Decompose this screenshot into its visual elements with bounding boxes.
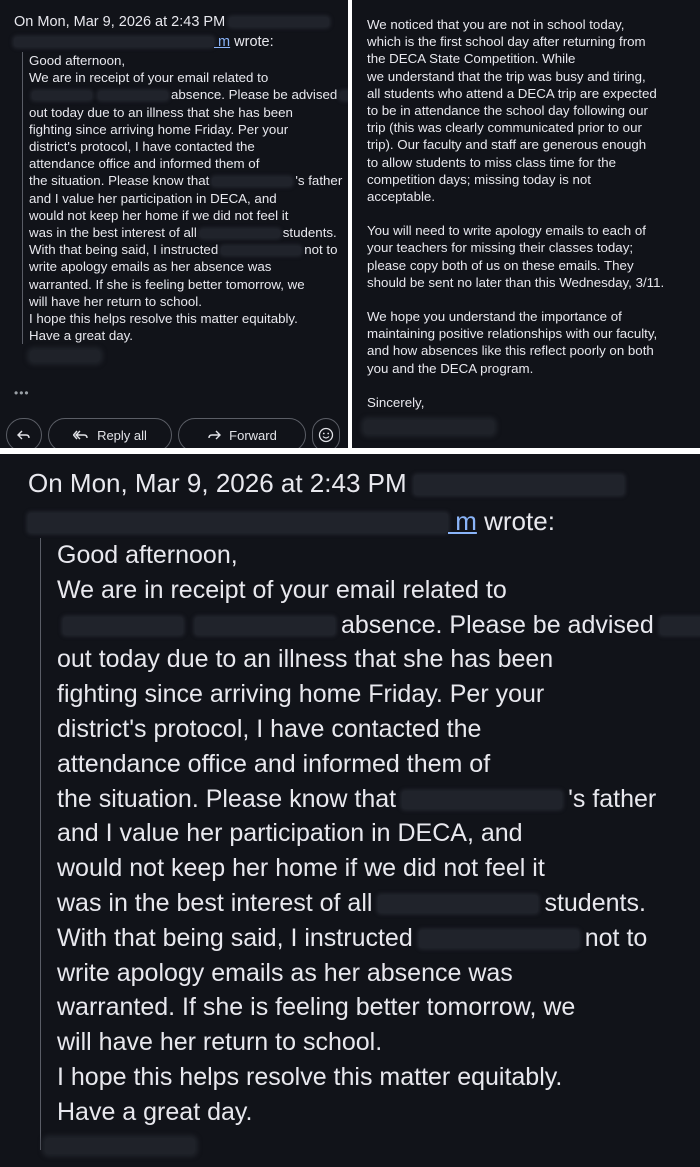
reply-text: out today due to an illness that she has been bbox=[29, 104, 293, 120]
email-line: maintaining positive relationships with our faculty, bbox=[367, 326, 658, 342]
reply-text: was in the best interest of all bbox=[57, 888, 373, 917]
reply-line bbox=[29, 224, 348, 241]
reply-text: and I value her participation in DECA, and bbox=[57, 819, 523, 848]
reply-button[interactable] bbox=[6, 418, 42, 448]
reply-text: the situation. Please know that bbox=[57, 784, 397, 813]
reply-text: district's protocol, I have contacted the bbox=[57, 714, 482, 743]
redacted-name bbox=[32, 91, 92, 100]
reply-text: attendance office and informed them of bbox=[29, 156, 260, 172]
reply-line bbox=[57, 886, 697, 921]
reply-line bbox=[29, 86, 348, 103]
reply-line bbox=[57, 573, 697, 608]
email-paragraph bbox=[367, 16, 697, 205]
reply-text: not to bbox=[584, 923, 648, 952]
reply-text: write apology emails as her absence was bbox=[29, 259, 272, 275]
reply-line bbox=[29, 190, 348, 207]
emoji-reaction-button[interactable] bbox=[312, 418, 340, 448]
reply-line bbox=[29, 293, 348, 310]
reply-line bbox=[57, 712, 697, 747]
email-line: the DECA State Competition. While bbox=[367, 51, 576, 67]
redacted-signature bbox=[364, 420, 494, 434]
email-line: Sincerely, bbox=[367, 394, 425, 410]
redacted-name bbox=[195, 617, 335, 635]
email-panel-large bbox=[0, 454, 700, 1167]
reply-text: would not keep her home if we did not feel it bbox=[57, 854, 545, 883]
redacted-name bbox=[98, 91, 168, 100]
redacted-name bbox=[212, 177, 292, 186]
reply-text: would not keep her home if we did not feel it bbox=[29, 207, 289, 223]
email-line: should be sent no later than this Wednesday, 3/11. bbox=[367, 274, 665, 290]
reply-line bbox=[57, 956, 697, 991]
reply-line bbox=[29, 172, 348, 189]
redacted-name bbox=[200, 229, 280, 238]
reply-line bbox=[57, 1095, 697, 1130]
email-line: We hope you understand the importance of bbox=[367, 309, 622, 325]
reply-line bbox=[57, 782, 697, 817]
sender-email-link[interactable]: m bbox=[448, 506, 477, 536]
redacted-signature bbox=[30, 350, 100, 362]
original-email-panel bbox=[352, 0, 700, 448]
reply-text: Have a great day. bbox=[57, 1097, 253, 1126]
redacted-signature bbox=[45, 1138, 195, 1154]
reply-text: 's father bbox=[568, 784, 657, 813]
header-wrote: wrote: bbox=[484, 506, 555, 536]
reply-text: not to bbox=[304, 242, 338, 258]
reply-line bbox=[29, 241, 348, 258]
reply-text: warranted. If she is feeling better tomorrow, we bbox=[29, 276, 305, 292]
reply-line bbox=[29, 104, 348, 121]
reply-line bbox=[29, 258, 348, 275]
reply-all-button[interactable] bbox=[48, 418, 172, 448]
sign-off bbox=[367, 394, 697, 411]
quoted-reply-body bbox=[40, 538, 697, 1150]
more-options-icon[interactable]: ••• bbox=[14, 386, 30, 400]
reply-text: With that being said, I instructed bbox=[57, 923, 413, 952]
email-header bbox=[14, 14, 329, 30]
reply-line bbox=[29, 69, 348, 86]
email-line: to allow students to miss class time for the bbox=[367, 154, 617, 170]
email-line: to be in attendance the school day following our bbox=[367, 103, 648, 119]
email-paragraph bbox=[367, 222, 697, 291]
email-line: your teachers for missing their classes today; bbox=[367, 240, 634, 256]
reply-text: the situation. Please know that bbox=[29, 173, 210, 189]
email-header bbox=[28, 468, 624, 499]
redacted-address bbox=[28, 513, 448, 533]
reply-line bbox=[57, 1060, 697, 1095]
header-date: On Mon, Mar 9, 2026 at 2:43 PM bbox=[14, 14, 226, 30]
email-line: we understand that the trip was busy and tiring, bbox=[367, 68, 646, 84]
reply-line bbox=[29, 52, 348, 69]
header-wrote: wrote: bbox=[234, 34, 274, 50]
redacted-name bbox=[419, 930, 579, 948]
reply-line bbox=[29, 155, 348, 172]
reply-line bbox=[29, 121, 348, 138]
reply-text: and I value her participation in DECA, and bbox=[29, 190, 277, 206]
reply-all-label: Reply all bbox=[97, 427, 147, 443]
sender-email-link[interactable]: m bbox=[214, 34, 231, 50]
emoji-icon bbox=[318, 427, 334, 443]
reply-text: 's father bbox=[295, 173, 343, 189]
reply-line bbox=[29, 207, 348, 224]
forward-button[interactable] bbox=[178, 418, 306, 448]
reply-line bbox=[57, 608, 697, 643]
reply-line bbox=[57, 538, 697, 573]
reply-text: warranted. If she is feeling better tomorrow, we bbox=[57, 993, 576, 1022]
reply-text: With that being said, I instructed bbox=[29, 242, 219, 258]
email-line: We noticed that you are not in school today, bbox=[367, 17, 625, 32]
reply-text: I hope this helps resolve this matter equitably. bbox=[29, 311, 298, 327]
reply-text: district's protocol, I have contacted the bbox=[29, 139, 255, 155]
reply-text: fighting since arriving home Friday. Per your bbox=[57, 680, 545, 709]
reply-icon bbox=[17, 428, 31, 442]
redacted-name bbox=[660, 617, 700, 635]
email-line: all students who attend a DECA trip are expected bbox=[367, 85, 657, 101]
redacted-name bbox=[221, 246, 301, 255]
reply-text: students. bbox=[282, 225, 337, 241]
reply-text: We are in receipt of your email related to bbox=[29, 70, 269, 86]
reply-text: out today due to an illness that she has been bbox=[57, 645, 554, 674]
email-panel-small bbox=[0, 0, 348, 448]
email-line: competition days; missing today is not bbox=[367, 171, 591, 187]
reply-all-icon bbox=[73, 428, 89, 442]
email-paragraph bbox=[367, 308, 697, 377]
original-email-body bbox=[367, 16, 697, 428]
email-line: you and the DECA program. bbox=[367, 360, 534, 376]
email-line: You will need to write apology emails to each of bbox=[367, 223, 646, 239]
reply-line bbox=[57, 816, 697, 851]
reply-text: absence. Please be advised bbox=[341, 610, 654, 639]
email-line: trip (this was clearly communicated prior to our bbox=[367, 120, 642, 136]
email-line: acceptable. bbox=[367, 189, 436, 205]
redacted-name bbox=[402, 791, 562, 809]
reply-text: fighting since arriving home Friday. Per your bbox=[29, 121, 289, 137]
reply-text: absence. Please be advised bbox=[171, 87, 338, 103]
reply-text: will have her return to school. bbox=[29, 293, 202, 309]
reply-line bbox=[57, 677, 697, 712]
email-line: trip). Our faculty and staff are generous enough bbox=[367, 137, 647, 153]
redacted-name bbox=[378, 895, 538, 913]
redacted-name bbox=[340, 91, 348, 100]
reply-line bbox=[29, 276, 348, 293]
header-date: On Mon, Mar 9, 2026 at 2:43 PM bbox=[28, 468, 407, 498]
email-header-line2 bbox=[14, 34, 274, 50]
reply-text: will have her return to school. bbox=[57, 1028, 383, 1057]
email-header-line2 bbox=[28, 506, 555, 537]
reply-line bbox=[29, 310, 348, 327]
reply-text: students. bbox=[544, 888, 646, 917]
email-line: and how absences like this reflect poorly on both bbox=[367, 343, 654, 359]
reply-line bbox=[57, 990, 697, 1025]
reply-text: write apology emails as her absence was bbox=[57, 958, 513, 987]
redacted-address bbox=[14, 37, 214, 47]
reply-text: attendance office and informed them of bbox=[57, 749, 491, 778]
reply-line bbox=[57, 851, 697, 886]
redacted-name bbox=[63, 617, 183, 635]
reply-line bbox=[57, 921, 697, 956]
forward-label: Forward bbox=[229, 427, 277, 443]
reply-text: Have a great day. bbox=[29, 328, 133, 344]
forward-icon bbox=[207, 428, 221, 442]
quoted-reply-body bbox=[22, 52, 348, 344]
reply-text: Good afternoon, bbox=[29, 53, 126, 68]
reply-line bbox=[29, 327, 348, 344]
reply-line bbox=[29, 138, 348, 155]
redacted-sender bbox=[229, 17, 329, 27]
reply-text: was in the best interest of all bbox=[29, 225, 197, 241]
email-line: please copy both of us on these emails. They bbox=[367, 257, 634, 273]
reply-line bbox=[57, 642, 697, 677]
reply-line bbox=[57, 747, 697, 782]
reply-text: Good afternoon, bbox=[57, 541, 238, 569]
reply-text: We are in receipt of your email related to bbox=[57, 575, 507, 604]
reply-line bbox=[57, 1025, 697, 1060]
reply-text: I hope this helps resolve this matter equitably. bbox=[57, 1062, 563, 1091]
redacted-sender bbox=[414, 475, 624, 495]
email-line: which is the first school day after returning from bbox=[367, 34, 646, 50]
